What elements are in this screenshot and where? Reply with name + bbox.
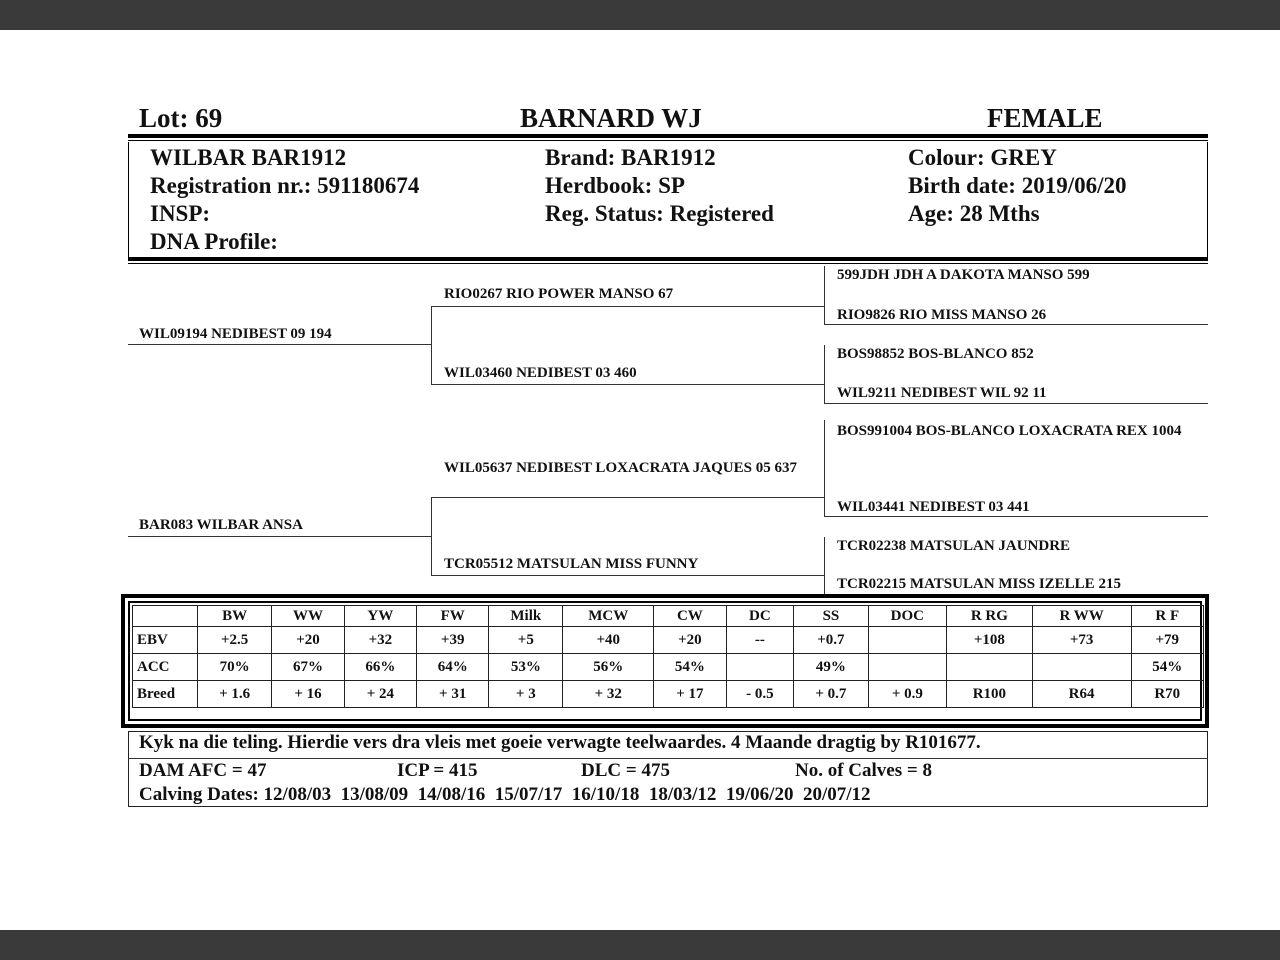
info-right-border xyxy=(1207,142,1208,257)
acc-cell: 64% xyxy=(417,654,489,681)
breed-cell: + 31 xyxy=(417,681,489,708)
acc-cell: 66% xyxy=(344,654,416,681)
age: Age: 28 Mths xyxy=(908,201,1040,226)
ebv-cell: +2.5 xyxy=(198,627,272,654)
ebv-header-cell: R RG xyxy=(947,606,1033,627)
colour: Colour: GREY xyxy=(908,145,1057,170)
pedigree-rule-thick xyxy=(128,257,1208,261)
breed-cell: - 0.5 xyxy=(726,681,794,708)
bottom-frame-bar xyxy=(0,930,1280,960)
ebv-cell: +73 xyxy=(1032,627,1131,654)
ebv-cell: +79 xyxy=(1131,627,1203,654)
ebv-row-label: EBV xyxy=(133,627,198,654)
acc-cell: 54% xyxy=(1131,654,1203,681)
ebv-header-cell xyxy=(133,606,198,627)
info-left-border xyxy=(128,142,129,257)
breed-cell: + 16 xyxy=(272,681,344,708)
acc-row-label: ACC xyxy=(133,654,198,681)
brand: Brand: BAR1912 xyxy=(545,145,716,170)
ebv-header-cell: R F xyxy=(1131,606,1203,627)
ebv-header-cell: YW xyxy=(344,606,416,627)
dam-calving-dates: Calving Dates: 12/08/03 13/08/09 14/08/16 15/07/17 16/10/18 18/03/12 19/06/20 20/07/12 xyxy=(139,784,871,805)
ebv-header-cell: DC xyxy=(726,606,794,627)
pedigree-line xyxy=(824,516,1208,517)
ebv-header-cell: WW xyxy=(272,606,344,627)
pedigree-sire-dam: WIL03460 NEDIBEST 03 460 xyxy=(444,365,637,381)
top-frame-bar xyxy=(0,0,1280,30)
registration-number: Registration nr.: 591180674 xyxy=(150,173,420,198)
ebv-cell: -- xyxy=(726,627,794,654)
ebv-header-cell: SS xyxy=(794,606,868,627)
breed-cell: + 3 xyxy=(489,681,563,708)
dna-profile-label: DNA Profile: xyxy=(150,229,278,254)
ebv-header-cell: DOC xyxy=(868,606,947,627)
seller-name: BARNARD WJ xyxy=(520,103,702,133)
ebv-cell: +0.7 xyxy=(794,627,868,654)
ebv-cell: +39 xyxy=(417,627,489,654)
pedigree-connector xyxy=(824,420,825,516)
pedigree-ggp-2: RIO9826 RIO MISS MANSO 26 xyxy=(837,307,1047,323)
pedigree-connector xyxy=(824,345,825,403)
breed-cell: R64 xyxy=(1032,681,1131,708)
breed-cell: + 0.7 xyxy=(794,681,868,708)
registration-status: Reg. Status: Registered xyxy=(545,201,774,226)
ebv-cell: +5 xyxy=(489,627,563,654)
ebv-header-cell: MCW xyxy=(563,606,654,627)
ebv-cell: +108 xyxy=(947,627,1033,654)
acc-cell xyxy=(726,654,794,681)
lot-comment: Kyk na die teling. Hierdie vers dra vleis met goeie verwagte teelwaardes. 4 Maande dragtig by R101677. xyxy=(139,732,981,753)
pedigree-line xyxy=(128,536,431,537)
dam-dlc: DLC = 475 xyxy=(581,760,670,781)
breed-cell: R70 xyxy=(1131,681,1203,708)
dam-number-of-calves: No. of Calves = 8 xyxy=(795,760,932,781)
acc-cell xyxy=(1032,654,1131,681)
ebv-cell: +32 xyxy=(344,627,416,654)
pedigree-line xyxy=(824,324,1208,325)
ebv-header-cell: CW xyxy=(654,606,726,627)
pedigree-line xyxy=(431,306,824,307)
pedigree-line xyxy=(431,497,824,498)
acc-cell: 67% xyxy=(272,654,344,681)
pedigree-line xyxy=(824,403,1208,404)
ebv-cell: +20 xyxy=(654,627,726,654)
pedigree-ggp-6: WIL03441 NEDIBEST 03 441 xyxy=(837,499,1030,515)
acc-cell: 54% xyxy=(654,654,726,681)
ebv-cell: +40 xyxy=(563,627,654,654)
header-rule-thick xyxy=(128,134,1208,138)
pedigree-rule-thin xyxy=(128,263,1208,264)
breed-cell: + 32 xyxy=(563,681,654,708)
ebv-cell: +20 xyxy=(272,627,344,654)
pedigree-dam-dam: TCR05512 MATSULAN MISS FUNNY xyxy=(444,556,699,572)
pedigree-ggp-4: WIL9211 NEDIBEST WIL 92 11 xyxy=(837,385,1047,401)
pedigree-ggp-8: TCR02215 MATSULAN MISS IZELLE 215 xyxy=(837,576,1121,592)
pedigree-line xyxy=(128,344,431,345)
pedigree-sire: WIL09194 NEDIBEST 09 194 xyxy=(139,326,332,342)
ebv-header-row xyxy=(133,606,1204,627)
ebv-table xyxy=(132,605,1204,708)
animal-sex: FEMALE xyxy=(987,103,1103,133)
ebv-header-cell: Milk xyxy=(489,606,563,627)
ebv-cell xyxy=(868,627,947,654)
comment-divider xyxy=(128,758,1208,759)
pedigree-dam-sire: WIL05637 NEDIBEST LOXACRATA JAQUES 05 637 xyxy=(444,460,797,476)
ebv-header-cell: FW xyxy=(417,606,489,627)
header-rule-thin xyxy=(128,140,1208,141)
pedigree-ggp-5: BOS991004 BOS-BLANCO LOXACRATA REX 1004 xyxy=(837,423,1182,439)
acc-cell xyxy=(947,654,1033,681)
pedigree-ggp-7: TCR02238 MATSULAN JAUNDRE xyxy=(837,538,1071,554)
pedigree-line xyxy=(431,384,824,385)
ebv-row xyxy=(133,627,1204,654)
animal-name: WILBAR BAR1912 xyxy=(150,145,347,170)
acc-cell: 53% xyxy=(489,654,563,681)
dam-icp: ICP = 415 xyxy=(397,760,478,781)
lot-number: Lot: 69 xyxy=(139,103,223,133)
acc-cell xyxy=(868,654,947,681)
pedigree-ggp-3: BOS98852 BOS-BLANCO 852 xyxy=(837,346,1034,362)
pedigree-dam: BAR083 WILBAR ANSA xyxy=(139,517,303,533)
breed-cell: + 0.9 xyxy=(868,681,947,708)
pedigree-line xyxy=(431,575,824,576)
acc-row xyxy=(133,654,1204,681)
pedigree-connector xyxy=(431,306,432,384)
dam-afc: DAM AFC = 47 xyxy=(139,760,267,781)
ebv-header-cell: R WW xyxy=(1032,606,1131,627)
breed-cell: + 24 xyxy=(344,681,416,708)
breed-row-label: Breed xyxy=(133,681,198,708)
acc-cell: 49% xyxy=(794,654,868,681)
breed-cell: R100 xyxy=(947,681,1033,708)
pedigree-ggp-1: 599JDH JDH A DAKOTA MANSO 599 xyxy=(837,267,1090,283)
pedigree-connector xyxy=(824,537,825,595)
breed-row xyxy=(133,681,1204,708)
pedigree-connector xyxy=(431,497,432,575)
ebv-header-cell: BW xyxy=(198,606,272,627)
pedigree-sire-sire: RIO0267 RIO POWER MANSO 67 xyxy=(444,286,674,302)
breed-cell: + 1.6 xyxy=(198,681,272,708)
insp-label: INSP: xyxy=(150,201,211,226)
pedigree-connector xyxy=(824,266,825,324)
acc-cell: 70% xyxy=(198,654,272,681)
acc-cell: 56% xyxy=(563,654,654,681)
birth-date: Birth date: 2019/06/20 xyxy=(908,173,1127,198)
herdbook: Herdbook: SP xyxy=(545,173,685,198)
breed-cell: + 17 xyxy=(654,681,726,708)
